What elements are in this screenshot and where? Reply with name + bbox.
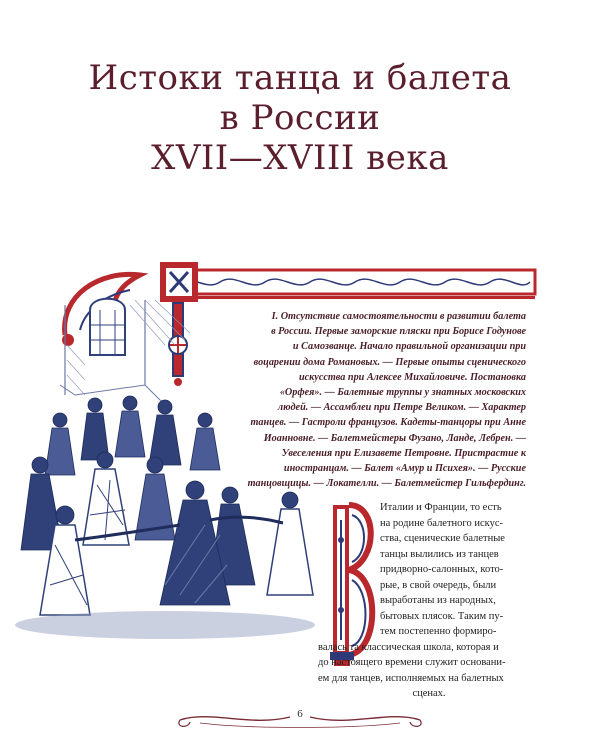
- body-line: бытовых плясок. Таким пу-: [380, 610, 504, 622]
- summary-line: I. Отсутствие самостоятельности в развитии балета: [271, 311, 526, 322]
- chapter-title: [0, 58, 600, 178]
- summary-line: Иоанновне. — Балетмейстеры Фузано, Ланде, Лебрен. —: [263, 432, 526, 444]
- tower-window: [90, 299, 125, 355]
- summary-line: «Орфея». — Балетные труппы у знатных московских: [279, 387, 526, 399]
- page-number: 6: [297, 708, 303, 720]
- body-line: сценах.: [412, 688, 446, 699]
- body-line: придворно-салонных, кото-: [380, 564, 504, 575]
- chapter-summary: [224, 309, 526, 491]
- summary-line: и Самозванце. Начало правильной организации при: [292, 341, 526, 353]
- summary-line: танцовщицы. — Локателли. — Балетмейстер Гильфердинг.: [247, 478, 526, 490]
- summary-line: воцарении дома Романовых. — Первые опыты сценического: [253, 356, 526, 368]
- title-line-3: XVII—XVIII века: [151, 138, 449, 178]
- body-line: танцы вылились из танцев: [380, 548, 499, 560]
- summary-line: людей. — Ассамблеи при Петре Великом. — Характер: [277, 402, 526, 414]
- summary-line: иностранцам. — Балет «Амур и Психея». — Русские: [283, 463, 526, 475]
- summary-line: искусства при Алексее Михайловиче. Постановка: [298, 371, 526, 383]
- summary-line: Увеселения при Елизавете Петровне. Пристрастие к: [281, 447, 526, 459]
- body-line: рые, в свой очередь, были: [380, 579, 497, 591]
- body-line: выработаны из народных,: [380, 595, 496, 606]
- summary-line: в России. Первые заморские пляски при Борисе Годунове: [271, 326, 526, 338]
- body-line: на родине балетного искус-: [380, 517, 503, 529]
- body-line: валась та классическая школа, которая и: [318, 641, 499, 653]
- body-line: ем для танцев, исполняемых на балетных: [318, 672, 504, 684]
- title-line-2: в России: [219, 98, 381, 138]
- summary-line: танцев. — Гастроли французов. Кадеты-танцоры при Анне: [250, 417, 526, 429]
- body-line: Италии и Франции, то есть: [380, 502, 502, 513]
- body-paragraph: [318, 500, 540, 702]
- body-line: ства, сценические балетные: [380, 533, 505, 544]
- body-line: до настоящего времени служит основани-: [318, 657, 506, 668]
- title-line-1: Истоки танца и балета: [88, 58, 512, 98]
- body-line: тем постепенно формиро-: [380, 626, 497, 637]
